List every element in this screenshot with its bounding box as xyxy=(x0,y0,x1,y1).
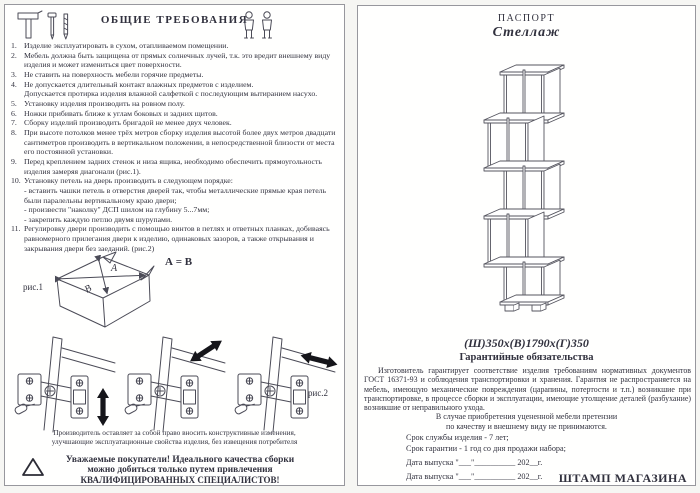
item-text: Установку изделия производить на ровном полу. xyxy=(24,98,185,108)
diagonal-a-label: А xyxy=(111,263,118,274)
release-date-line: Дата выпуска "___"__________ 202__г. xyxy=(406,458,543,467)
warning-line3: КВАЛИФИЦИРОВАННЫХ СПЕЦИАЛИСТОВ! xyxy=(80,474,280,485)
diagonal-b-label: В xyxy=(82,282,94,296)
item-text: Сборку изделий производить бригадой не менее двух человек. xyxy=(24,118,232,128)
requirements-list xyxy=(11,41,342,253)
item-text: Установку петель на дверь производить в следующем порядке: xyxy=(24,176,233,186)
item-text: Ножки прибивать ближе к углам боковых и задних щитов. xyxy=(24,108,218,118)
list-item xyxy=(11,51,342,70)
service-life: Срок службы изделия - 7 лет; xyxy=(406,433,509,442)
list-item xyxy=(11,70,342,80)
manufacturer-note-line1: Производитель оставляет за собой право вносить конструктивные изменения, xyxy=(53,428,296,437)
warranty-period: Срок гарантии - 1 год со дня продажи набора; xyxy=(406,443,566,453)
list-subitem: - закрепить каждую петлю двумя шурупами. xyxy=(24,214,173,224)
claims-line1: В случае приобретения уцененной мебели претензии xyxy=(435,412,618,421)
item-number: 10. xyxy=(11,176,21,186)
item-text: Не ставить на поверхность мебели горячие предметы. xyxy=(24,69,204,79)
item-number: 11. xyxy=(11,224,21,234)
list-subitem: - произвести "наколку" ДСП шилом на глубину 5...7мм; xyxy=(24,205,210,215)
item-text: Не допускается длительный контакт влажных предметов с изделием. xyxy=(24,79,254,89)
claims-line2: по качеству и внешнему виду не принимаются. xyxy=(446,422,607,432)
product-dimensions: (Ш)350х(В)1790х(Г)350 xyxy=(464,336,589,350)
list-item xyxy=(11,176,342,186)
product-name: Стеллаж xyxy=(492,25,561,40)
shelving-unit-drawing xyxy=(474,54,574,326)
item-number: 3. xyxy=(11,69,17,79)
warranty-terms xyxy=(406,433,566,454)
item-text: Перед креплением задних стенок и низа ящика, необходимо обеспечить прямоугольность изделия замеряя диагонали (рис.1). xyxy=(24,156,322,176)
hinge-vertical-adjust-diagram xyxy=(13,333,119,437)
hinge-diagonal-adjust-diagram xyxy=(123,333,229,437)
list-item xyxy=(11,157,342,176)
item-text: Мебель должна быть защищена от прямых солнечных лучей, т.к. это вредит внешнему виду изделия и может измениться цвет поверхности. xyxy=(24,50,331,70)
general-requirements-panel xyxy=(4,4,345,486)
manufacturer-note xyxy=(5,429,344,446)
list-subitem: - вставить чашки петель в отверстия дверей так, чтобы металлические прямые края петель были паралельны вертикальному краю двери; xyxy=(24,185,327,205)
figure1-equation: А = В xyxy=(165,256,193,268)
item-text: Регулировку двери производить с помощью винтов в петлях и ответных планках, добиваясь равномерного прилегания двери к изделию, одинаковых зазоров, а также открывания и закрывания двери без заеданий. (рис.2) xyxy=(24,224,330,253)
list-item xyxy=(11,118,342,128)
passport-title: ПАСПОРТ xyxy=(497,13,556,24)
store-stamp-label: ШТАМП МАГАЗИНА xyxy=(558,471,687,485)
list-item xyxy=(11,109,342,119)
item-text-continued: Допускается протирка изделия влажной салфеткой с последующим вытиранием насухо. xyxy=(24,89,318,99)
list-item xyxy=(11,80,342,90)
warning-line1: Уважаемые покупатели! Идеального качества сборки xyxy=(65,455,295,465)
warranty-title: Гарантийные обязательства xyxy=(459,352,594,363)
claims-note xyxy=(358,412,695,433)
warranty-text: Изготовитель гарантирует соответствие изделия требованиям нормативных документов ГОСТ 16371-93 и соблюдения транспортировки и хранения. Гарантия не распространяется на мебель, имеющую механические повреждения (царапины, потертости и т.п.) возникшие при транспортировке, в процессе сборки и эксплуатации, имеющие утолщение деталей (разбухание) возникшие от неправильного ухода. xyxy=(364,366,691,413)
warning-line2: можно добиться только путем привлечения xyxy=(87,465,273,476)
figure2-label: рис.2 xyxy=(308,388,329,398)
item-number: 8. xyxy=(11,127,17,137)
quality-warning xyxy=(35,455,325,486)
hinge-depth-adjust-diagram xyxy=(233,333,339,437)
item-text: Изделие эксплуатировать в сухом, отапливаемом помещении. xyxy=(24,41,229,50)
manufacturer-note-line2: улучшающие эксплуатационные свойства изделия, без извещения потребителя xyxy=(51,436,298,446)
item-number: 2. xyxy=(11,50,17,60)
item-number: 4. xyxy=(11,79,17,89)
list-item xyxy=(11,99,342,109)
item-number: 7. xyxy=(11,118,17,128)
list-item xyxy=(11,224,342,253)
item-number: 9. xyxy=(11,156,17,166)
item-number: 6. xyxy=(11,108,17,118)
passport-panel xyxy=(357,5,696,486)
figure1-label: рис.1 xyxy=(23,282,44,292)
item-text: При высоте потолков менее трёх метров сборку изделия высотой более двух метров двадцати сантиметров производить в вертикальном положении, в непосредственной близости от места его постоянной установки. xyxy=(24,127,336,157)
diagonal-check-diagram xyxy=(53,251,157,335)
list-item xyxy=(11,41,342,51)
release-date-line: Дата выпуска "___"__________ 202__г. xyxy=(406,472,543,481)
list-item xyxy=(11,128,342,157)
page-title: ОБЩИЕ ТРЕБОВАНИЯ xyxy=(100,14,249,26)
two-people-icon xyxy=(241,11,275,41)
item-number: 1. xyxy=(11,41,17,50)
item-number: 5. xyxy=(11,98,17,108)
